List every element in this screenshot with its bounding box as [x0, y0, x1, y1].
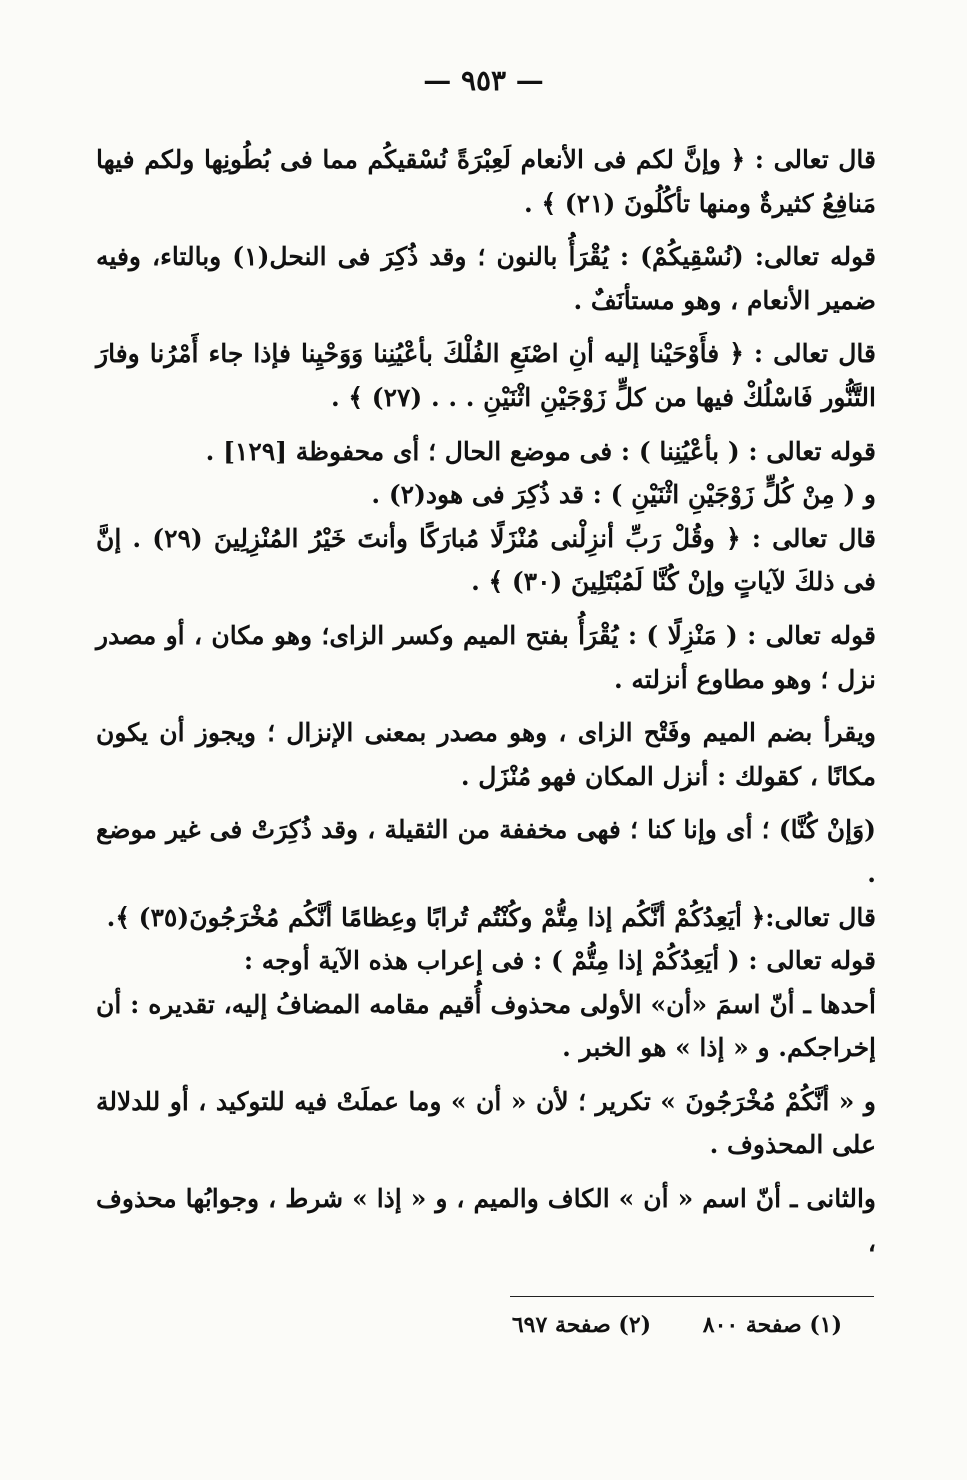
footnote-divider [510, 1296, 874, 1297]
page-body [96, 138, 876, 1274]
paragraph: قوله تعالى: (نُسْقِيكُمْ) : يُقْرَأُ بالنون ؛ وقد ذُكِرَ فى النحل(١) وبالتاء، وفيه ضمير الأنعام ، وهو مستأنَفٌ . [96, 242, 876, 315]
paragraph: قوله تعالى : ( مَنْزِلًا ) : يُقْرَأُ بفتح الميم وكسر الزاى؛ وهو مكان ، أو مصدر نزل ؛ وهو مطاوع أنزلته . [96, 620, 876, 694]
paragraph: قال تعالى : ﴿ وإنَّ لكم فى الأنعام لَعِبْرَةً نُسْقيكُم مما فى بُطُونِها ولكم فيها مَنافِعُ كثيرةٌ ومنها تأكُلُونَ (٢١) ﴾ . [96, 145, 876, 218]
paragraph: والثانى ـ أنّ اسم « أن » الكاف والميم ، و « إذا » شرط ، وجوابُها محذوف ، [96, 1184, 876, 1257]
paragraph: قوله تعالى : ( أيَعِدُكُمْ إذا مِتُّمْ ) : فى إعراب هذه الآية أوجه : [243, 946, 876, 976]
paragraph: و ( مِنْ كُلٍّ زَوْجَيْنِ اثْنَيْنِ ) : قد ذُكِرَ فى هود(٢) . [371, 480, 876, 510]
paragraph: قال تعالى : ﴿ وقُلْ رَبِّ أنزِلْنى مُنْزَلًا مُبارَكًا وأنتَ خَيْرُ المُنْزِلِينَ (٢٩) . إنَّ فى ذلكَ لآياتٍ وإنْ كُنَّا لَمُبْتَلِينَ (٣٠) ﴾ . [96, 523, 876, 597]
paragraph: أحدها ـ أنّ اسمَ «أن» الأولى محذوف أُقيم مقامه المضافُ إليه، تقديره : أن إخراجكم. و « إذا » هو الخبر . [96, 989, 876, 1063]
footnote: (١) صفحة ٨٠٠ [702, 1312, 842, 1338]
footnotes [480, 1312, 842, 1338]
paragraph: و « أنَّكُمْ مُخْرَجُونَ » تكرير ؛ لأن « أن » وما عملَتْ فيه للتوكيد ، أو للدلالة على المحذوف . [96, 1086, 876, 1160]
paragraph: قوله تعالى : ( بأعْيُنِنا ) : فى موضع الحال ؛ أى محفوظة [١٢٩] . [205, 436, 876, 466]
page-number: — ٩٥٣ — [423, 64, 544, 97]
paragraph: قال تعالى : ﴿ فأَوْحَيْنا إليه أنِ اصْنَعِ الفُلْكَ بأعْيُنِنا وَوَحْيِنا فإذا جاء أَمْرُنا وفارَ التَّنُّور فَاسْلُكْ فيها من كلٍّ زَوْجَيْنِ اثْنَيْنِ . . . (٢٧) ﴾ . [96, 339, 876, 412]
paragraph: (وَإنْ كُنَّا) ؛ أى وإنا كنا ؛ فهى مخففة من الثقيلة ، وقد ذُكِرَتْ فى غير موضع . [96, 815, 876, 888]
paragraph: ويقرأ بضم الميم وفَتْح الزاى ، وهو مصدر بمعنى الإنزال ؛ ويجوز أن يكون مكانًا ، كقولك : أنزل المكان فهو مُنْزَل . [96, 718, 876, 791]
footnote: (٢) صفحة ٦٩٧ [511, 1312, 652, 1338]
paragraph: قال تعالى:﴿ أيَعِدُكُمْ أنَّكُم إذا مِتُّمْ وكُنْتُم تُرابًا وعِظامًا أنَّكُم مُخْرَجُونَ(٣٥) ﴾. [106, 902, 876, 932]
